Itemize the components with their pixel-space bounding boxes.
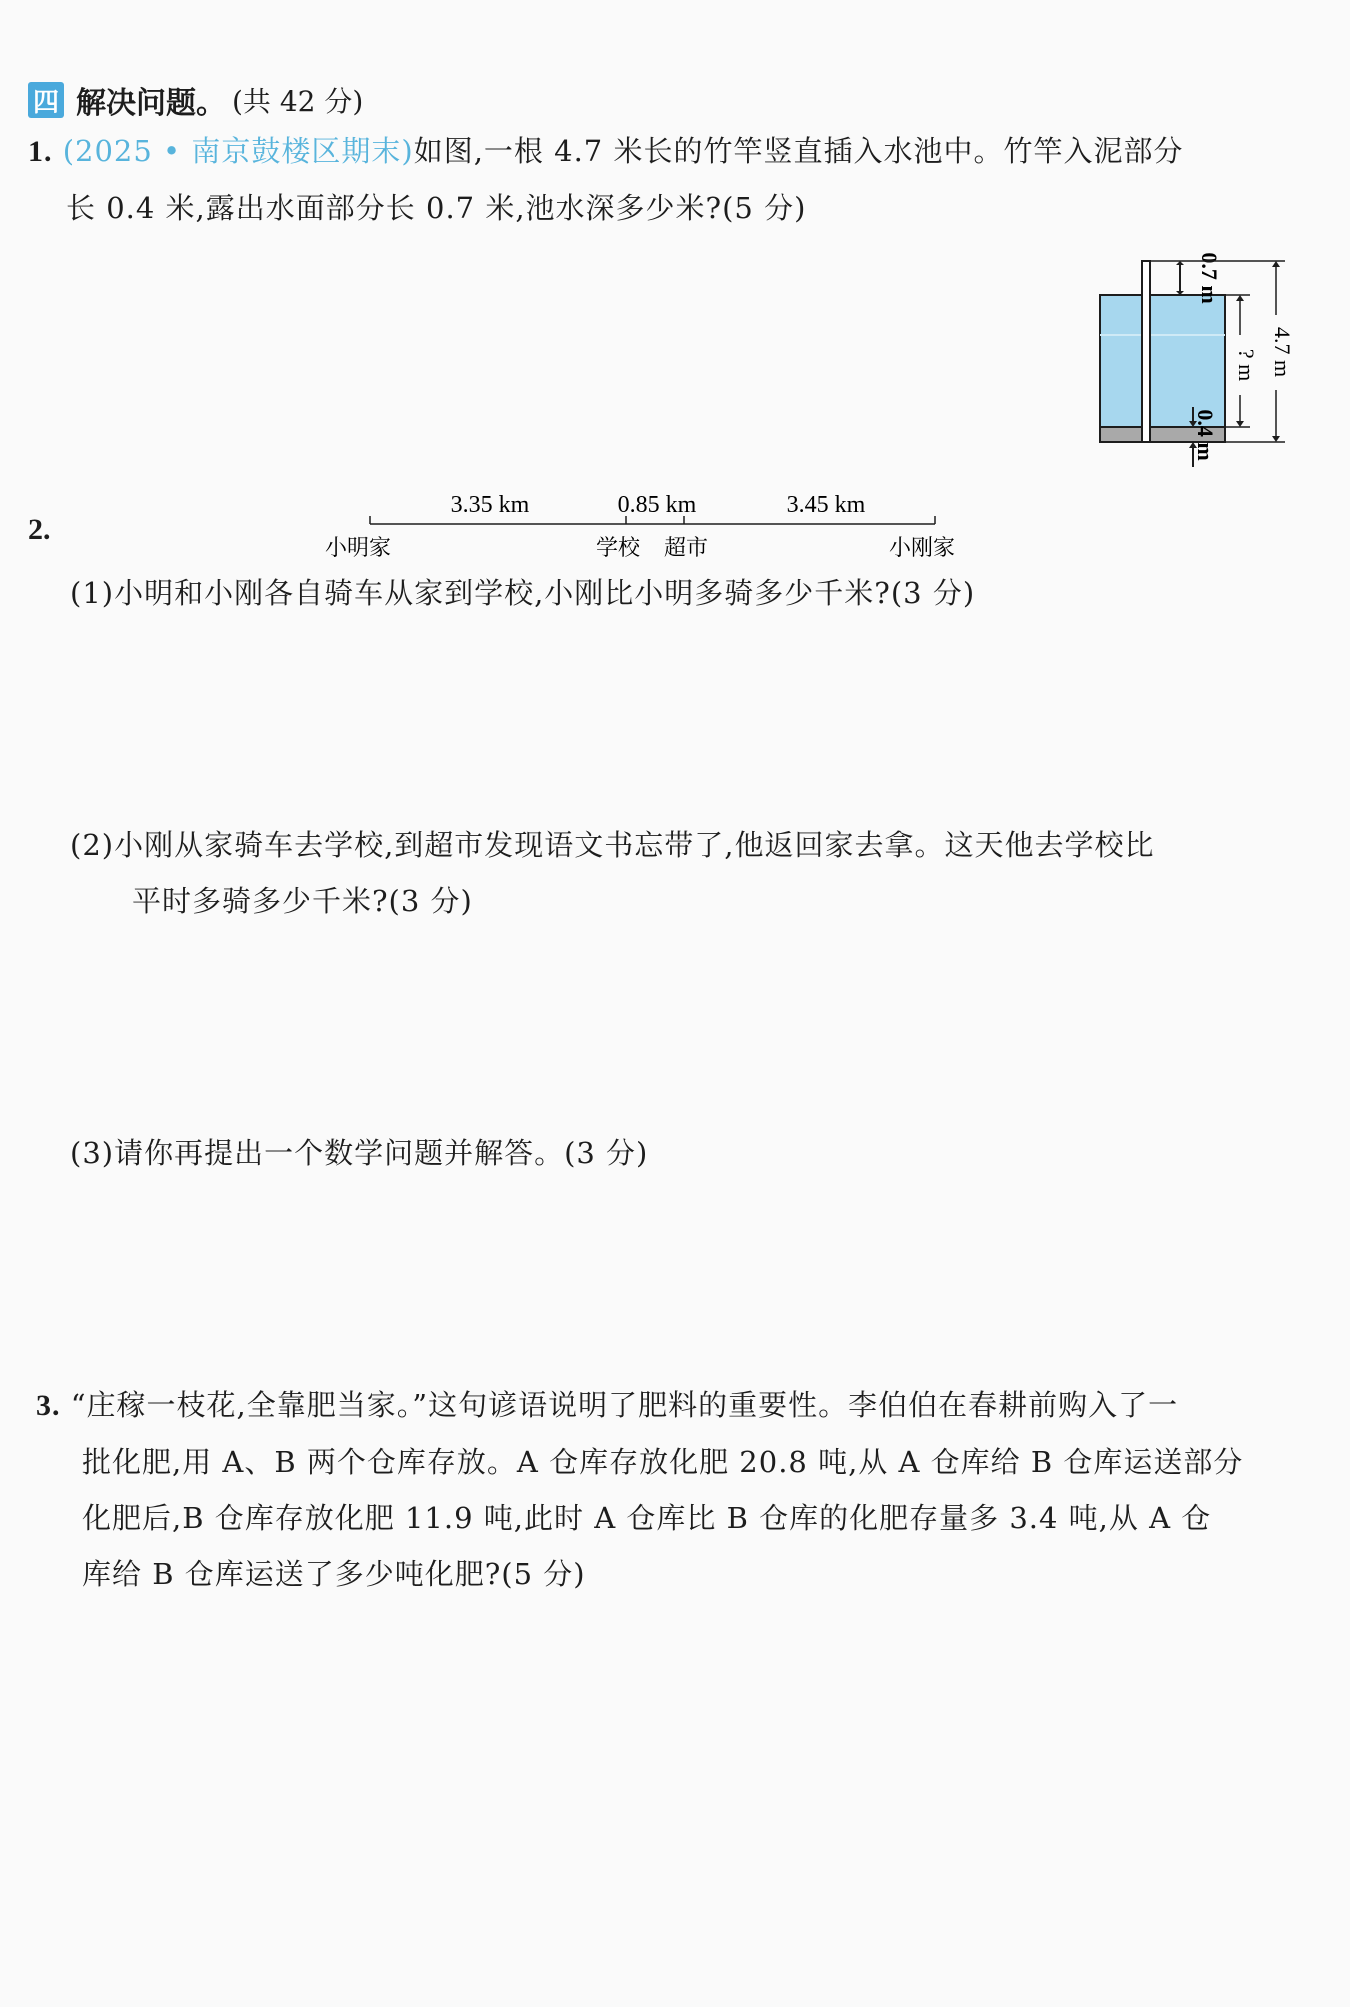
q2-sub3: (3)请你再提出一个数学问题并解答。(3 分) bbox=[70, 1136, 649, 1170]
section-badge: 四 bbox=[28, 82, 64, 118]
q3-number: 3. bbox=[36, 1389, 61, 1422]
q2-sub1: (1)小明和小刚各自骑车从家到学校,小刚比小明多骑多少千米?(3 分) bbox=[70, 576, 976, 610]
bamboo-pole bbox=[1142, 261, 1150, 442]
question-3 bbox=[36, 1377, 1316, 1602]
distance-label-1: 3.35 km bbox=[450, 492, 530, 518]
q1-text-line2: 长 0.4 米,露出水面部分长 0.7 米,池水深多少米?(5 分) bbox=[66, 191, 807, 225]
q1-line1 bbox=[28, 123, 1298, 180]
q1-number: 1. bbox=[28, 135, 53, 168]
distance-label-2: 0.85 km bbox=[617, 492, 697, 518]
dim-total-arrow-down bbox=[1272, 436, 1280, 442]
q3-line3: 化肥后,B 仓库存放化肥 11.9 吨,此时 A 仓库比 B 仓库的化肥存量多 3.4 吨,从 A 仓 bbox=[82, 1501, 1212, 1535]
dim-mid-arrow-up bbox=[1236, 295, 1244, 301]
q3-line1: “庄稼一枝花,全靠肥当家。”这句谚语说明了肥料的重要性。李伯伯在春耕前购入了一 bbox=[70, 1388, 1179, 1422]
distance-label-3: 3.45 km bbox=[786, 492, 866, 518]
q2-sub2 bbox=[70, 817, 1155, 929]
pole-in-pool-figure bbox=[1080, 235, 1300, 475]
section-score: (共 42 分) bbox=[232, 85, 364, 118]
place-label-school: 学校 bbox=[595, 535, 641, 560]
dim-mid-arrow-down bbox=[1236, 421, 1244, 427]
section-header bbox=[28, 78, 363, 122]
route-diagram bbox=[324, 478, 980, 564]
label-0-7m: 0.7 m bbox=[1197, 252, 1222, 304]
pool-water bbox=[1100, 295, 1225, 427]
q3-line2: 批化肥,用 A、B 两个仓库存放。A 仓库存放化肥 20.8 吨,从 A 仓库给 B 仓库运送部分 bbox=[82, 1445, 1244, 1479]
place-label-supermarket: 超市 bbox=[663, 535, 709, 560]
place-label-xiaoming-home: 小明家 bbox=[324, 535, 392, 560]
place-label-xiaogang-home: 小刚家 bbox=[888, 535, 956, 560]
q3-line1-row bbox=[36, 1377, 1316, 1434]
dim-total-arrow-up bbox=[1272, 261, 1280, 267]
label-0-4m: 0.4 m bbox=[1193, 409, 1218, 461]
question-1 bbox=[28, 123, 1298, 236]
label-question-m: ? m bbox=[1234, 348, 1259, 382]
q2-number: 2. bbox=[28, 513, 51, 546]
q2-sub2-line2: 平时多骑多少千米?(3 分) bbox=[132, 884, 473, 918]
q2-sub2-line1: (2)小刚从家骑车去学校,到超市发现语文书忘带了,他返回家去拿。这天他去学校比 bbox=[70, 828, 1155, 862]
section-title: 解决问题。 bbox=[76, 86, 226, 121]
q1-text-line1: 如图,一根 4.7 米长的竹竿竖直插入水池中。竹竿入泥部分 bbox=[413, 134, 1184, 168]
q3-line4: 库给 B 仓库运送了多少吨化肥?(5 分) bbox=[82, 1557, 586, 1591]
q1-source: (2025 • 南京鼓楼区期末) bbox=[62, 134, 414, 168]
label-4-7m: 4.7 m bbox=[1270, 326, 1295, 378]
